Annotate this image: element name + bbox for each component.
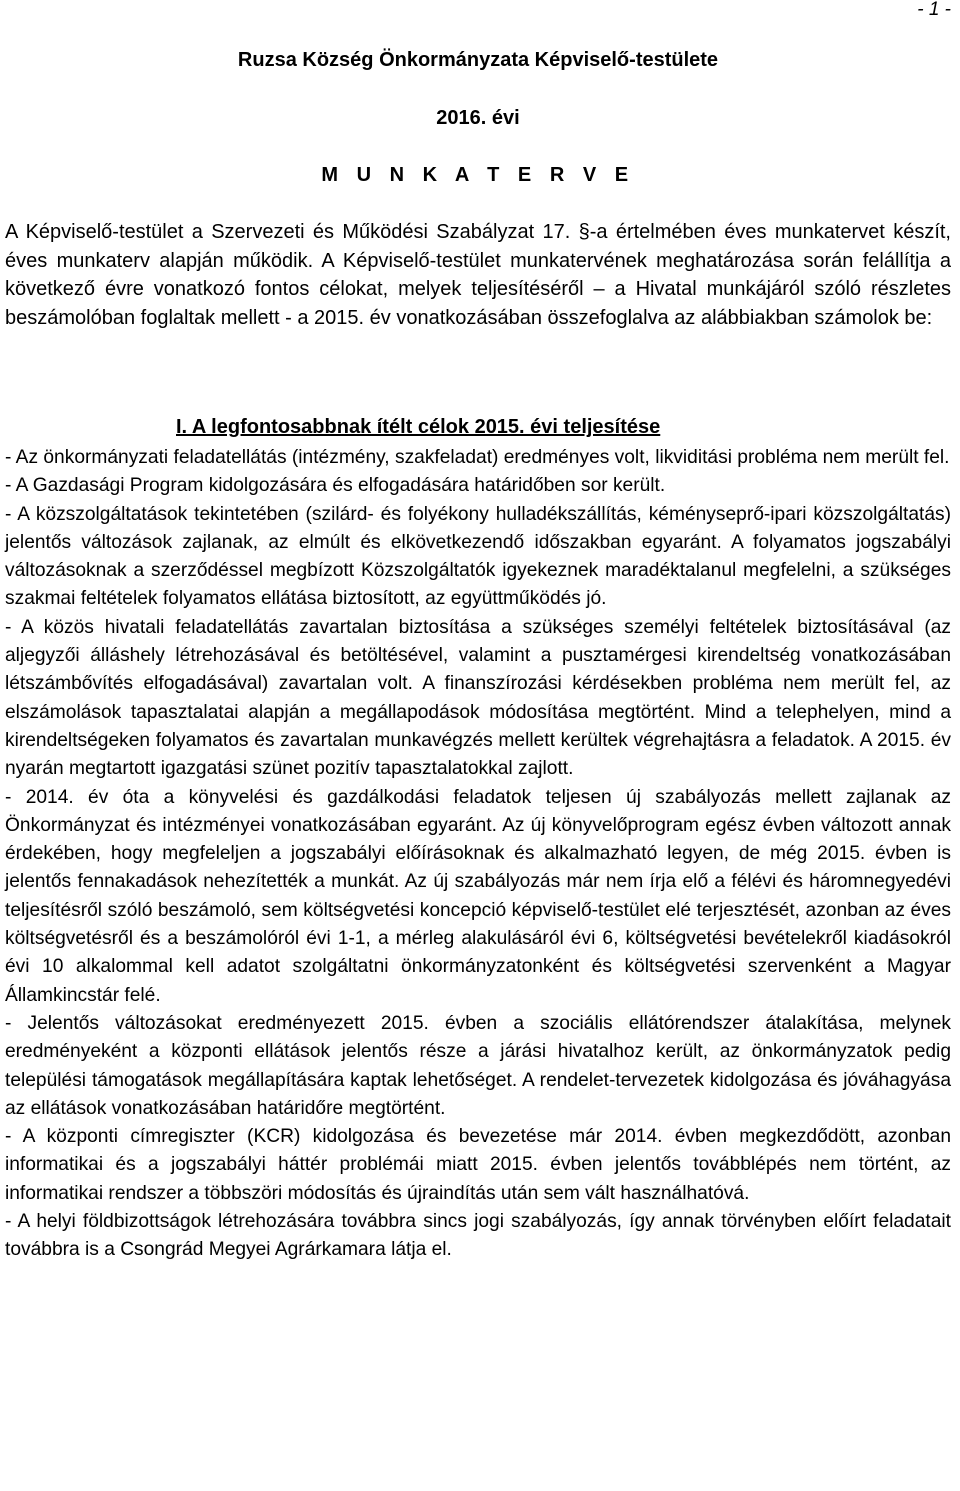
page-number: - 1 -: [917, 0, 951, 20]
achievement-list: [5, 444, 951, 1265]
council-title: Ruzsa Község Önkormányzata Képviselő-testülete: [237, 49, 719, 71]
plan-year: 2016. évi: [436, 107, 520, 129]
list-item: - A Gazdasági Program kidolgozására és elfogadására határidőben sor került.: [5, 475, 666, 497]
list-item: - Jelentős változásokat eredményezett 2015. évben a szociális ellátórendszer átalakítása, melynek eredményeként a központi ellátások jelentős része a járási hivatalhoz került, az önkormányzatok pedig települési támogatások megállapítására kaptak lehetőséget. A rendelet-tervezetek kidolgozása és jóváhagyása az ellátások vonatkozásában határidőre megtörtént.: [5, 1012, 951, 1119]
intro-paragraph: A Képviselő-testület a Szervezeti és Működési Szabályzat 17. §-a értelmében éves munkatervet készít, éves munkaterv alapján működik. A Képviselő-testület munkatervének meghatározása során felállítja a következő évre vonatkozó fontos célokat, melyek teljesítéséről – a Hivatal munkájáról szóló részletes beszámolóban foglaltak mellett - a 2015. év vonatkozásában összefoglalva az alábbiakban számolok be:: [5, 221, 951, 330]
plan-heading: M U N K A T E R V E: [321, 164, 635, 186]
list-item: - A központi címregiszter (KCR) kidolgozása és bevezetése már 2014. évben megkezdődött, azonban informatikai és a jogszabályi háttér problémái miatt 2015. évben jelentős továbblépés nem történt, az informatikai rendszer a többszöri módosítás és újraindítás után sem vált használhatóvá.: [5, 1126, 951, 1204]
section-title: I. A legfontosabbnak ítélt célok 2015. évi teljesítése: [176, 416, 661, 438]
list-item: - A közös hivatali feladatellátás zavartalan biztosítása a szükséges személyi feltételek biztosításával (az aljegyzői álláshely létrehozásával és betöltésével, valamint a pusztamérgesi kirendeltség vonatkozásában létszámbővítés elfogadásával) zavartalan volt. A finanszírozási kérdésekben probléma nem merült fel, az elszámolások tapasztalatai alapján a megállapodások módosítása megtörtént. Mind a telephelyen, mind a kirendeltségeken folyamatos és zavartalan munkavégzés mellett kerültek végrehajtásra a feladatok. A 2015. év nyarán megtartott igazgatási szünet pozitív tapasztalatokkal zajlott.: [5, 616, 951, 780]
list-item: - A közszolgáltatások tekintetében (szilárd- és folyékony hulladékszállítás, kéményseprő-ipari közszolgáltatás) jelentős változások zajlanak, az elmúlt és elkövetkezendő időszakban egyaránt. A folyamatos jogszabályi változásoknak a szerződéssel megbízott Közszolgáltatók igyekeznek maradéktalanul megfelelni, a szükséges szakmai feltételek folyamatos ellátása biztosított, az együttműködés jó.: [5, 503, 951, 610]
list-item: - Az önkormányzati feladatellátás (intézmény, szakfeladat) eredményes volt, likviditási probléma nem merült fel.: [5, 447, 950, 468]
list-item: - 2014. év óta a könyvelési és gazdálkodási feladatok teljesen új szabályozás mellett zajlanak az Önkormányzat és intézményei vonatkozásában egyaránt. Az új könyvelőprogram egész évben változott annak érdekében, hogy megfeleljen a jogszabályi előírásoknak és alkalmazható legyen, de még 2015. évben is jelentős fennakadások nehezítették a munkát. Az új szabályozás már nem írja elő a félévi és háromnegyedévi teljesítésről szóló beszámoló, sem költségvetési koncepció képviselő-testület elé terjesztését, azonban az éves költségvetésről és a beszámolóról évi 1-1, a mérleg alakulásáról évi 6, költségvetési bevételekről kiadásokról évi 10 alkalommal kell adatot szolgáltatni önkormányzatonként és költségvetési szervenként a Magyar Államkincstár felé.: [5, 786, 951, 1006]
list-item: - A helyi földbizottságok létrehozására továbbra sincs jogi szabályozás, így annak törvényben előírt feladatait továbbra is a Csongrád Megyei Agrárkamara látja el.: [5, 1211, 951, 1261]
